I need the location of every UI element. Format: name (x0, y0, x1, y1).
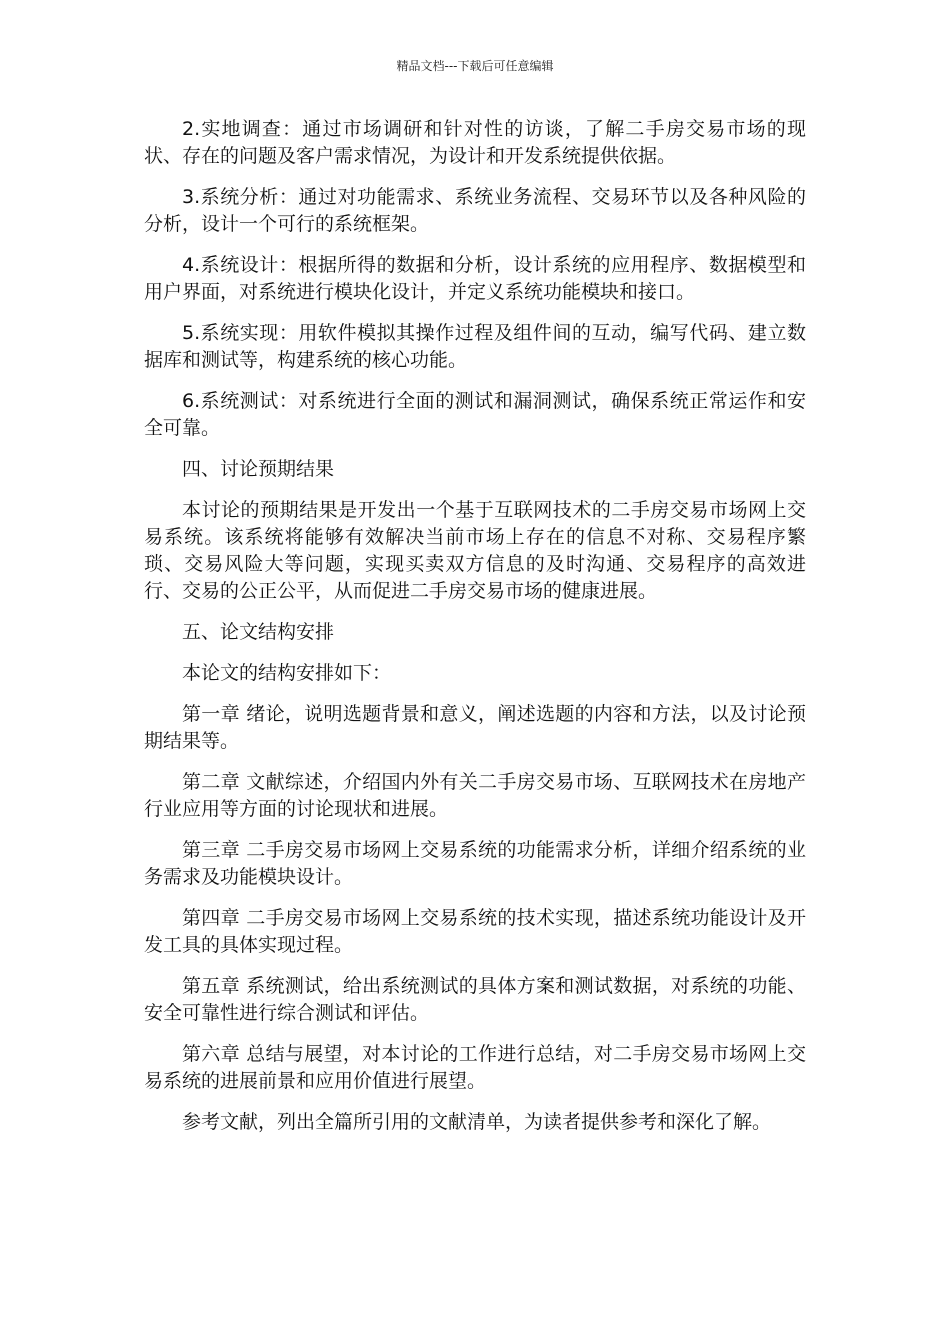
paragraph-system-design: 4.系统设计：根据所得的数据和分析，设计系统的应用程序、数据模型和用户界面，对系统进行模块化设计，并定义系统功能模块和接口。 (144, 254, 806, 303)
paragraph-chapter-5: 第五章 系统测试，给出系统测试的具体方案和测试数据，对系统的功能、安全可靠性进行综合测试和评估。 (144, 975, 806, 1024)
paragraph-field-survey: 2.实地调查：通过市场调研和针对性的访谈，了解二手房交易市场的现状、存在的问题及客户需求情况，为设计和开发系统提供依据。 (144, 118, 806, 167)
paragraph-chapter-3: 第三章 二手房交易市场网上交易系统的功能需求分析，详细介绍系统的业务需求及功能模块设计。 (144, 839, 806, 888)
paragraph-system-analysis: 3.系统分析：通过对功能需求、系统业务流程、交易环节以及各种风险的分析，设计一个可行的系统框架。 (144, 186, 806, 235)
paragraph-chapter-4: 第四章 二手房交易市场网上交易系统的技术实现，描述系统功能设计及开发工具的具体实现过程。 (144, 907, 806, 956)
paragraph-chapter-1: 第一章 绪论，说明选题背景和意义，阐述选题的内容和方法，以及讨论预期结果等。 (144, 703, 806, 752)
paragraph-system-implementation: 5.系统实现：用软件模拟其操作过程及组件间的互动，编写代码、建立数据库和测试等，构建系统的核心功能。 (144, 322, 806, 371)
document-body (144, 116, 806, 1150)
paragraph-system-testing: 6.系统测试：对系统进行全面的测试和漏洞测试，确保系统正常运作和安全可靠。 (144, 390, 806, 439)
paragraph-structure-intro: 本论文的结构安排如下： (182, 662, 392, 684)
paragraph-chapter-6: 第六章 总结与展望，对本讨论的工作进行总结，对二手房交易市场网上交易系统的进展前景和应用价值进行展望。 (144, 1043, 806, 1092)
paragraph-references: 参考文献，列出全篇所引用的文献清单，为读者提供参考和深化了解。 (182, 1111, 772, 1133)
section-heading-thesis-structure: 五、论文结构安排 (182, 621, 335, 643)
page-header: 精品文档---下载后可任意编辑 (396, 59, 554, 73)
paragraph-chapter-2: 第二章 文献综述，介绍国内外有关二手房交易市场、互联网技术在房地产行业应用等方面的讨论现状和进展。 (144, 771, 806, 820)
section-heading-expected-results: 四、讨论预期结果 (182, 458, 335, 480)
paragraph-expected-results: 本讨论的预期结果是开发出一个基于互联网技术的二手房交易市场网上交易系统。该系统将能够有效解决当前市场上存在的信息不对称、交易程序繁琐、交易风险大等问题，实现买卖双方信息的及时沟通、交易程序的高效进行、交易的公正公平，从而促进二手房交易市场的健康进展。 (144, 499, 806, 602)
